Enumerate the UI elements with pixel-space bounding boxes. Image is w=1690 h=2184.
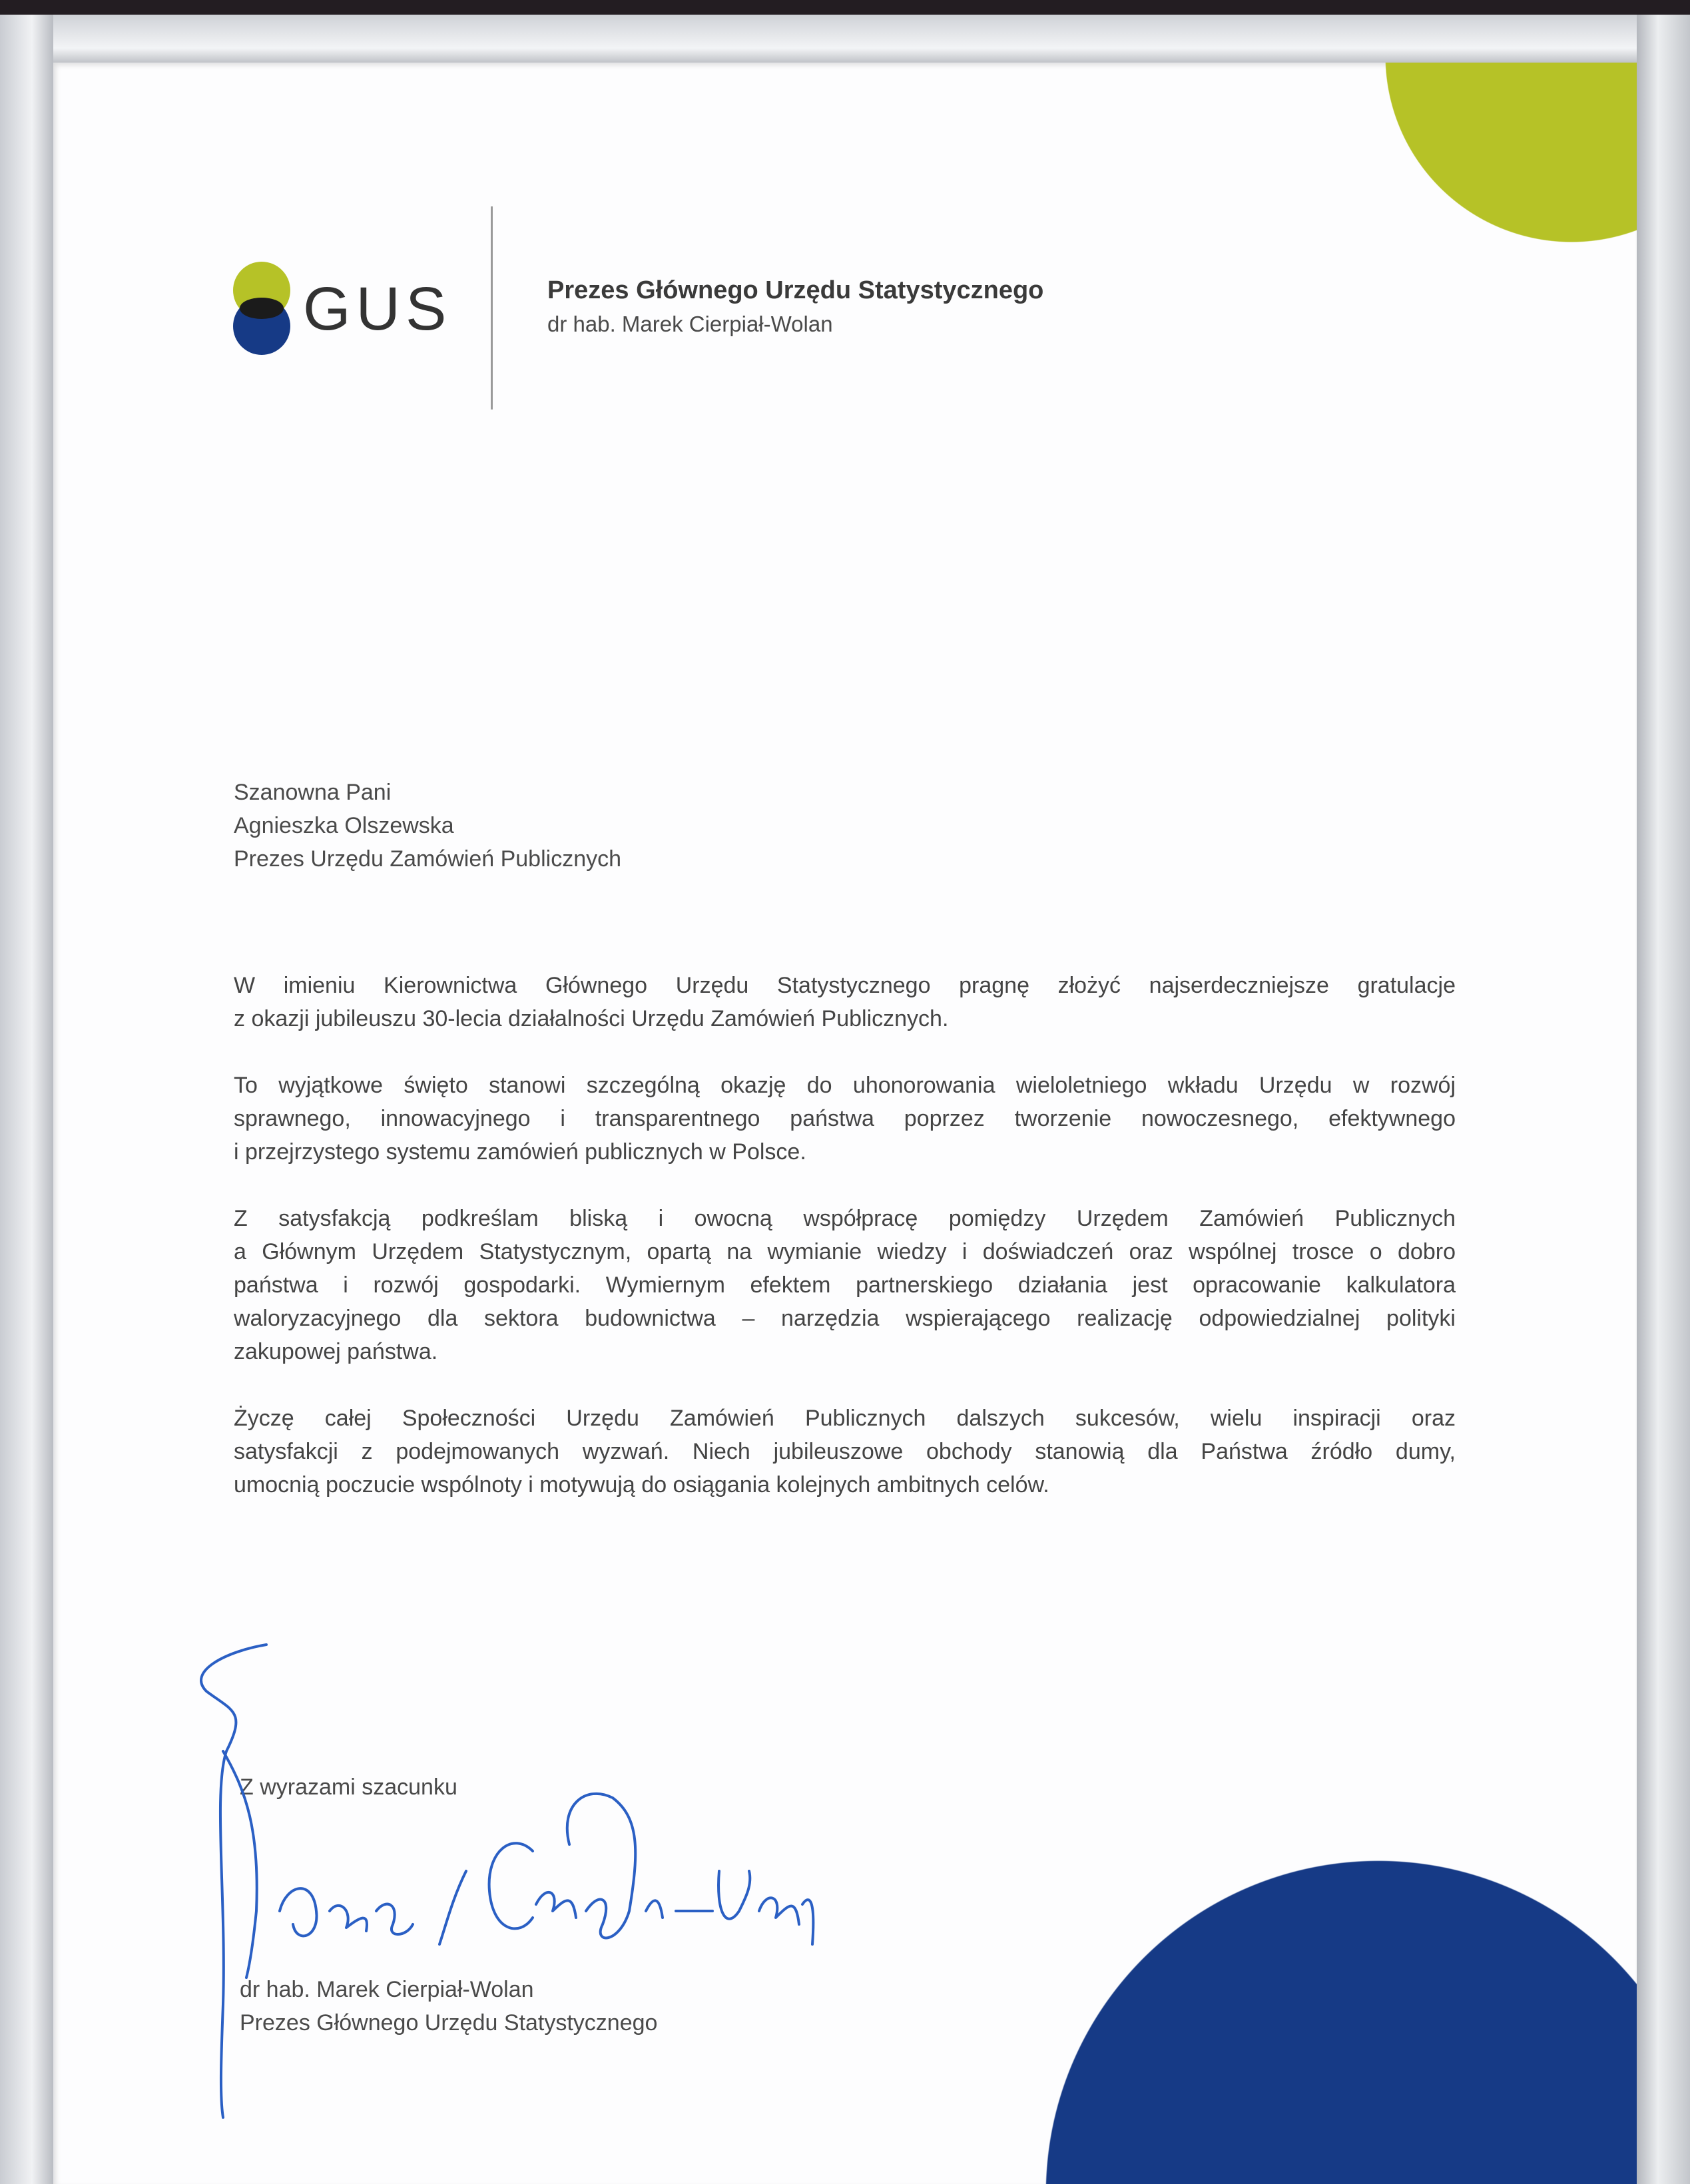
header-subtitle: dr hab. Marek Cierpiał-Wolan — [547, 312, 833, 336]
paragraph — [234, 1069, 1456, 1169]
signatory-name: dr hab. Marek Cierpiał-Wolan — [240, 1977, 534, 2002]
frame-top-edge — [0, 0, 1690, 15]
decorative-blue-circle — [1045, 1860, 1637, 2184]
decorative-green-circle — [1385, 63, 1637, 242]
header-divider — [491, 206, 493, 410]
paragraph-line: Z satysfakcją podkreślam bliską i owocną współpracę pomiędzy Urzędem Zamówień Publicznych — [234, 1206, 1456, 1231]
paragraph-line: sprawnego, innowacyjnego i transparentnego państwa poprzez tworzenie nowoczesnego, efektywnego — [234, 1106, 1456, 1131]
paragraph-line: W imieniu Kierownictwa Głównego Urzędu Statystycznego pragnę złożyć najserdeczniejsze gratulacje — [234, 973, 1456, 998]
logo-overlap — [240, 298, 284, 319]
header-title: Prezes Głównego Urzędu Statystycznego — [547, 276, 1044, 304]
frame-left — [0, 15, 53, 2184]
recipient-position: Prezes Urzędu Zamówień Publicznych — [234, 846, 622, 872]
paragraph-line: z okazji jubileuszu 30-lecia działalności Urzędu Zamówień Publicznych. — [234, 1006, 949, 1031]
signatory-block — [240, 1973, 657, 2040]
paragraph-line: umocnią poczucie wspólnoty i motywują do osiągania kolejnych ambitnych celów. — [234, 1472, 1049, 1498]
paragraph-line: a Głównym Urzędem Statystycznym, opartą na wymianie wiedzy i doświadczeń oraz wspólnej trosce o dobro — [234, 1239, 1456, 1264]
frame-right — [1637, 15, 1690, 2184]
handwritten-signature — [186, 1631, 819, 2131]
paragraph — [234, 969, 1456, 1035]
recipient-block — [234, 776, 621, 876]
paragraph-line: waloryzacyjnego dla sektora budownictwa – narzędzia wspierającego realizację odpowiedzialnej polityki — [234, 1306, 1456, 1331]
paragraph-line: To wyjątkowe święto stanowi szczególną okazję do uhonorowania wieloletniego wkładu Urzędu w rozwój — [234, 1073, 1456, 1098]
recipient-salutation: Szanowna Pani — [234, 780, 392, 805]
paragraph-line: państwa i rozwój gospodarki. Wymiernym efektem partnerskiego działania jest opracowanie kalkulatora — [234, 1272, 1456, 1298]
paragraph-line: i przejrzystego systemu zamówień publicznych w Polsce. — [234, 1139, 806, 1165]
paragraph — [234, 1202, 1456, 1368]
paragraph-line: satysfakcji z podejmowanych wyzwań. Niech jubileuszowe obchody stanowią dla Państwa źródło dumy, — [234, 1439, 1456, 1464]
recipient-name: Agnieszka Olszewska — [234, 813, 454, 838]
signatory-position: Prezes Głównego Urzędu Statystycznego — [240, 2010, 658, 2036]
frame-top — [0, 15, 1690, 63]
paragraph-line: zakupowej państwa. — [234, 1339, 438, 1364]
letter-body — [234, 969, 1456, 1535]
paragraph — [234, 1402, 1456, 1502]
closing: Z wyrazami szacunku — [240, 1774, 457, 1800]
paragraph-line: Życzę całej Społeczności Urzędu Zamówień Publicznych dalszych sukcesów, wielu inspiracji oraz — [234, 1406, 1456, 1431]
logo-text: GUS — [303, 275, 452, 343]
